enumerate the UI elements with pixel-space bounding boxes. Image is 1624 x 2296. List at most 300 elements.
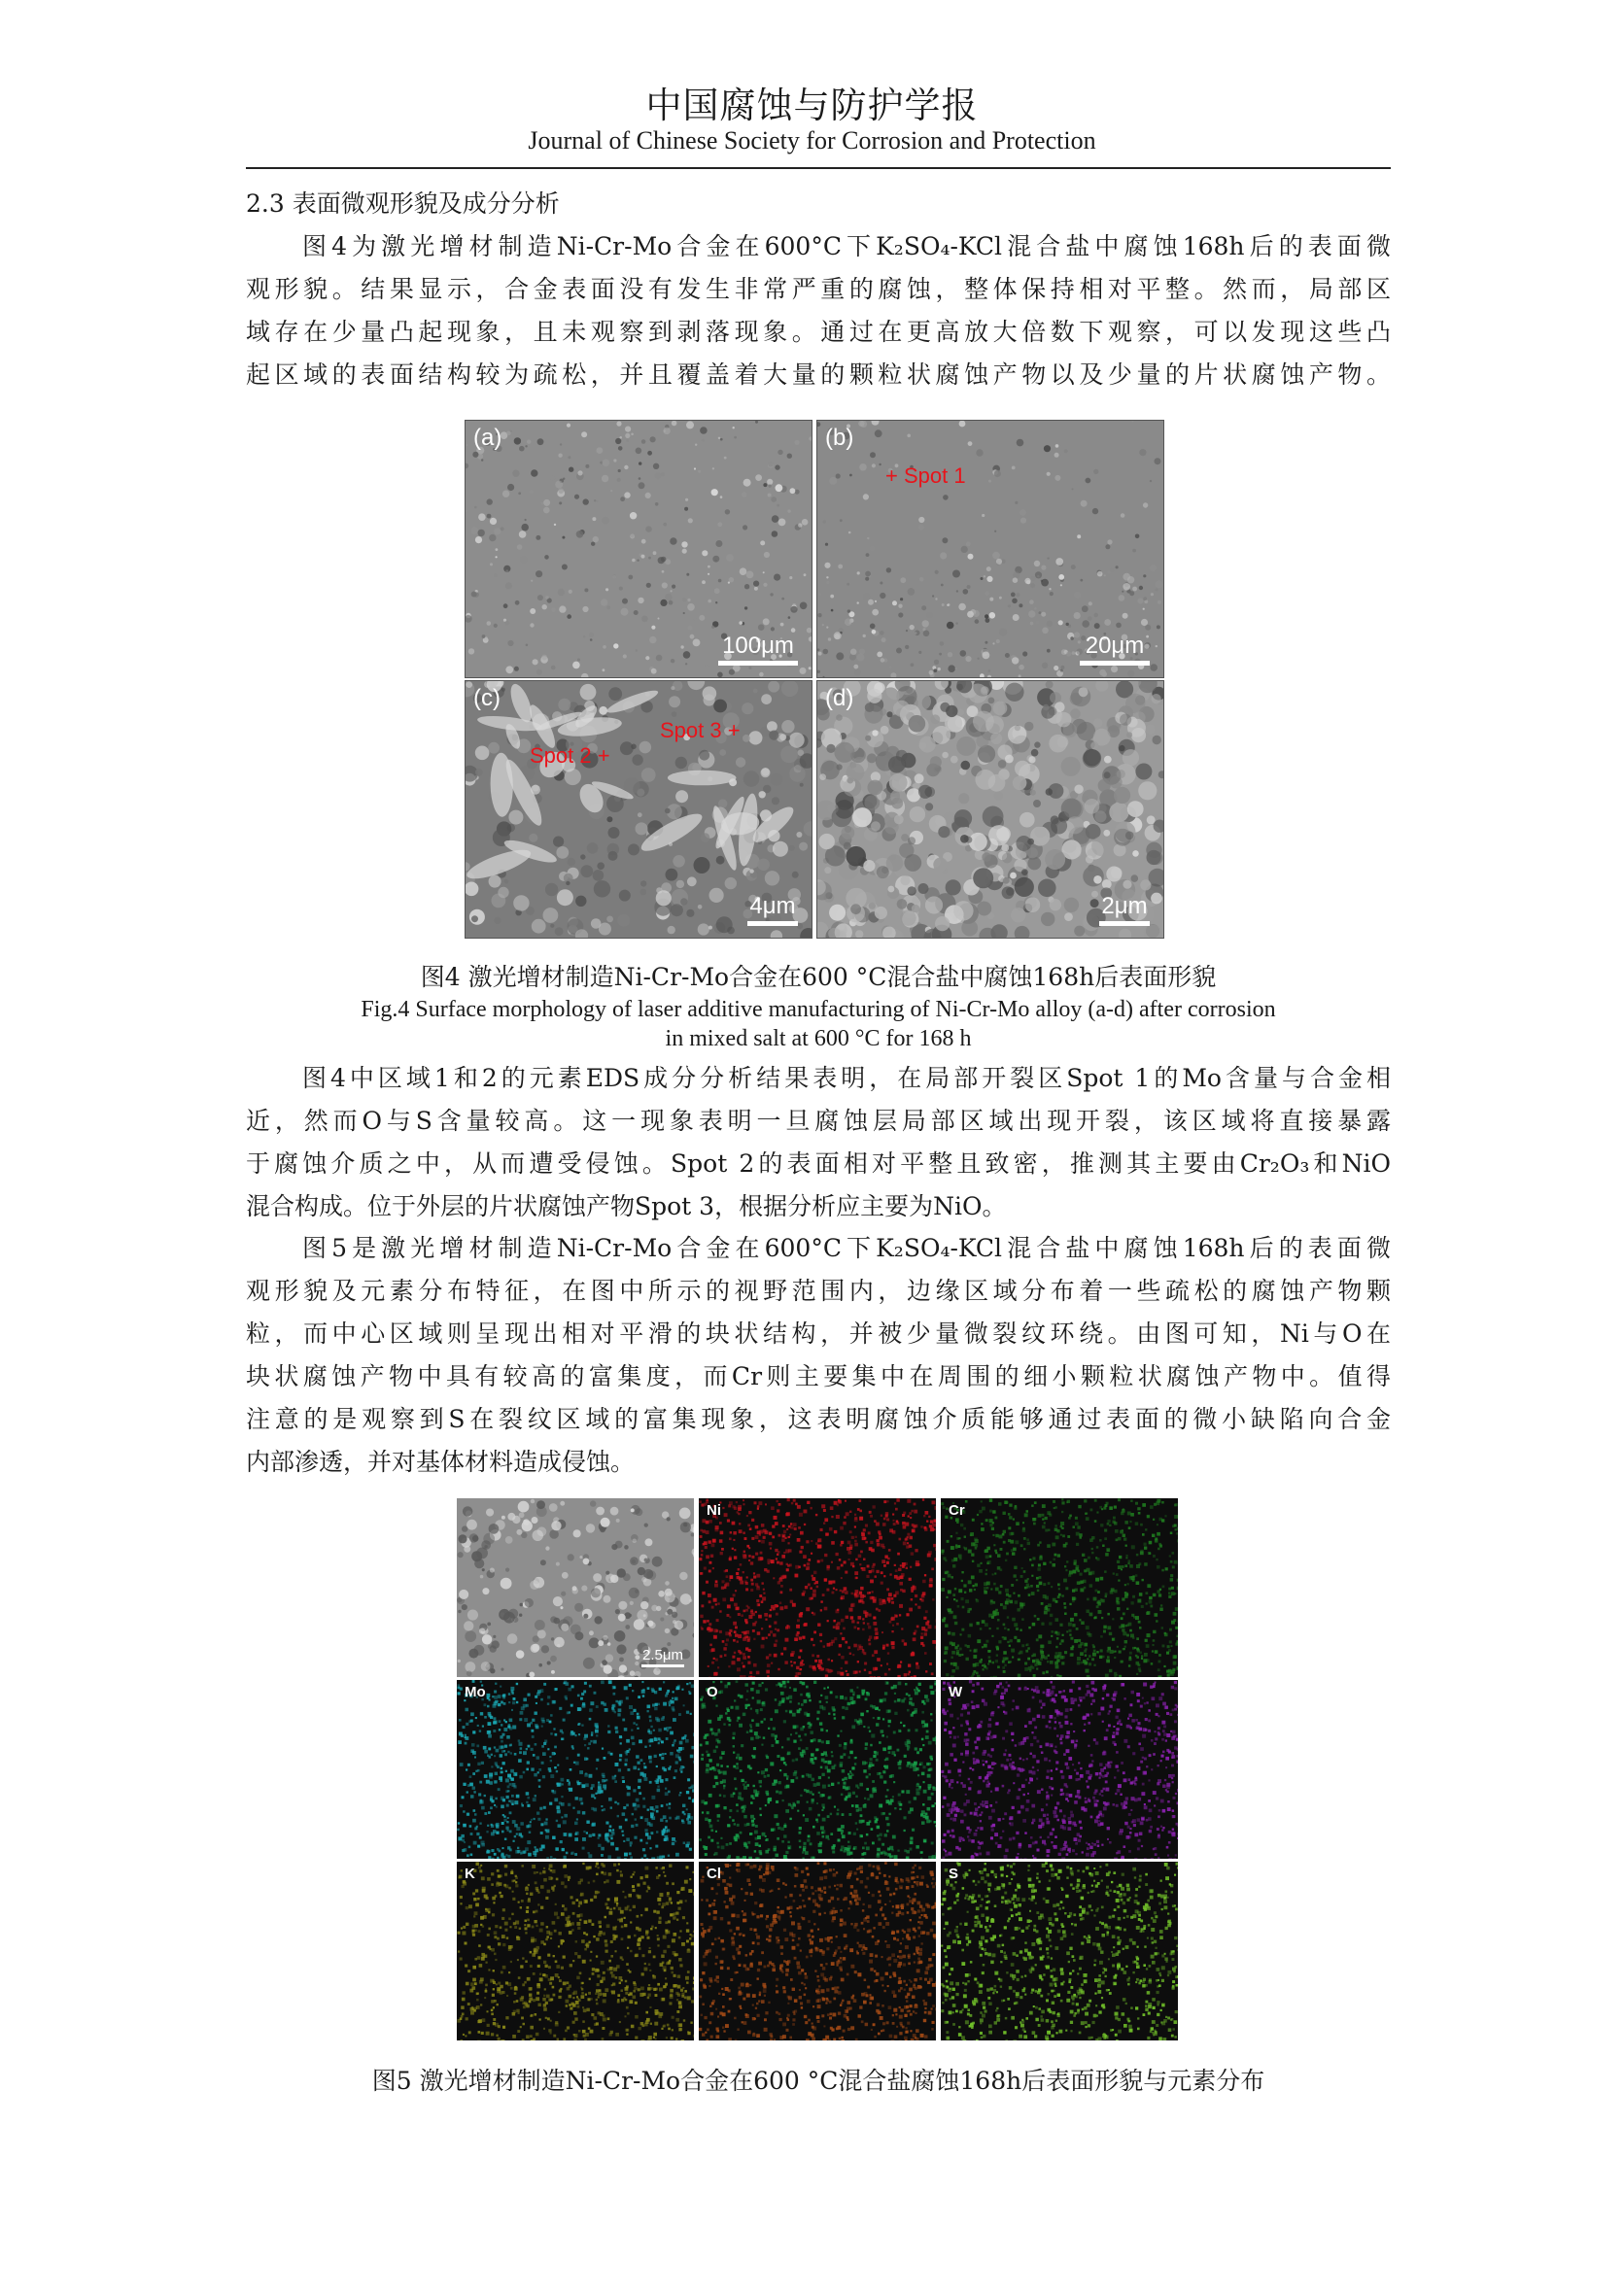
sem-grain	[708, 573, 709, 575]
sem-grain	[554, 524, 556, 526]
map-pixel	[1064, 1606, 1067, 1609]
map-pixel	[834, 1501, 838, 1505]
sem-grain	[1064, 912, 1073, 921]
sem-grain	[1017, 439, 1024, 447]
map-pixel	[549, 1721, 552, 1724]
sem-grain	[999, 597, 1002, 600]
map-pixel	[612, 1829, 614, 1831]
map-pixel	[928, 1516, 930, 1518]
map-pixel	[1023, 1537, 1026, 1540]
map-pixel	[1055, 1652, 1058, 1655]
sem-grain	[847, 763, 865, 781]
map-pixel	[810, 1507, 812, 1510]
map-pixel	[1158, 1668, 1160, 1671]
map-pixel	[649, 1745, 651, 1747]
sem-grain	[1110, 567, 1115, 572]
sem-grain	[771, 773, 783, 786]
sem-grain	[728, 582, 730, 584]
map-pixel	[521, 1835, 524, 1838]
sem-grain	[471, 915, 478, 922]
map-pixel	[820, 1695, 822, 1696]
sem-grain	[641, 555, 645, 559]
sem-grain	[1019, 509, 1026, 516]
map-pixel	[708, 1570, 711, 1573]
map-pixel	[563, 1820, 567, 1824]
sem-grain	[501, 688, 505, 692]
sem-grain	[777, 450, 782, 455]
map-pixel	[570, 1703, 573, 1706]
map-pixel	[560, 1840, 563, 1843]
map-pixel	[795, 1638, 798, 1641]
map-pixel	[797, 1619, 800, 1622]
sem-grain	[687, 599, 690, 601]
map-pixel	[965, 1644, 967, 1646]
map-pixel	[566, 1757, 569, 1760]
map-pixel	[457, 1687, 460, 1690]
map-pixel	[926, 1820, 930, 1824]
sem-grain	[639, 482, 645, 489]
map-pixel	[832, 1851, 835, 1854]
map-pixel	[743, 1554, 746, 1558]
map-pixel	[812, 1593, 816, 1597]
map-pixel	[574, 1837, 578, 1841]
map-pixel	[643, 1854, 646, 1857]
map-pixel	[619, 1700, 623, 1704]
map-pixel	[914, 1689, 916, 1691]
sem-grain	[865, 571, 871, 577]
map-pixel	[831, 1640, 835, 1644]
map-pixel	[812, 1857, 815, 1859]
sem-grain	[512, 470, 519, 477]
sem-grain	[768, 462, 773, 466]
map-pixel	[481, 1762, 484, 1765]
map-pixel	[827, 1620, 829, 1622]
sem-grain	[473, 592, 479, 598]
map-pixel	[591, 1784, 595, 1788]
map-pixel	[796, 1666, 799, 1669]
map-pixel	[647, 1687, 650, 1690]
sem-grain	[470, 527, 478, 534]
sem-grain	[836, 652, 844, 660]
map-pixel	[526, 1825, 529, 1828]
map-pixel	[1087, 1632, 1090, 1636]
map-pixel	[924, 1652, 927, 1655]
map-pixel	[981, 1500, 983, 1502]
map-pixel	[591, 1824, 594, 1827]
sem-grain	[490, 563, 493, 565]
sem-grain	[818, 652, 822, 656]
map-pixel	[667, 1730, 669, 1731]
map-pixel	[688, 1797, 691, 1799]
map-pixel	[550, 1714, 553, 1717]
map-pixel	[891, 1641, 895, 1645]
map-pixel	[827, 1565, 830, 1568]
map-pixel	[950, 1675, 954, 1677]
map-pixel	[968, 1634, 972, 1638]
map-pixel	[801, 1546, 804, 1549]
map-pixel	[820, 1766, 823, 1769]
map-pixel	[720, 1837, 722, 1839]
map-pixel	[972, 1672, 975, 1675]
map-pixel	[1146, 1644, 1150, 1648]
map-pixel	[1135, 1616, 1139, 1620]
map-pixel	[1160, 1604, 1162, 1606]
map-pixel	[1055, 1665, 1059, 1669]
map-pixel	[779, 1701, 782, 1704]
map-pixel	[683, 1704, 685, 1706]
map-pixel	[866, 1575, 869, 1578]
map-pixel	[458, 1660, 461, 1662]
map-pixel	[740, 1563, 743, 1566]
map-pixel	[638, 1567, 645, 1575]
map-pixel	[761, 1540, 765, 1544]
sem-grain	[1151, 893, 1162, 905]
sem-grain	[942, 537, 948, 543]
map-pixel	[1052, 1543, 1055, 1547]
map-pixel	[507, 1633, 518, 1644]
map-pixel	[680, 1522, 691, 1532]
map-pixel	[722, 1580, 725, 1583]
sem-grain	[966, 542, 971, 547]
map-pixel	[825, 1835, 829, 1839]
sem-grain	[794, 440, 799, 445]
map-pixel	[907, 1850, 910, 1853]
map-pixel	[844, 1746, 847, 1750]
map-pixel	[936, 1548, 937, 1551]
sem-grain	[838, 565, 843, 569]
map-pixel	[500, 1779, 502, 1782]
map-pixel	[791, 1664, 793, 1666]
map-pixel	[916, 1603, 917, 1605]
map-pixel	[1129, 1652, 1132, 1655]
sem-grain	[986, 566, 991, 571]
map-pixel	[629, 1705, 633, 1709]
map-pixel	[1021, 1618, 1024, 1621]
map-pixel	[660, 1618, 664, 1622]
map-pixel	[877, 1543, 881, 1547]
sem-grain	[1015, 877, 1034, 897]
map-pixel	[1081, 1622, 1085, 1626]
sem-grain	[625, 427, 631, 432]
map-pixel	[1031, 1592, 1035, 1595]
sem-grain	[510, 430, 512, 432]
map-pixel	[1003, 1530, 1006, 1533]
map-pixel	[934, 1558, 936, 1561]
map-pixel	[894, 1564, 896, 1566]
map-pixel	[569, 1833, 572, 1837]
map-pixel	[836, 1589, 838, 1591]
map-pixel	[602, 1748, 604, 1750]
map-pixel	[788, 1549, 791, 1552]
map-pixel	[1018, 1674, 1021, 1677]
map-pixel	[1101, 1508, 1103, 1510]
map-pixel	[622, 1780, 625, 1783]
map-pixel	[477, 1763, 480, 1765]
map-pixel	[982, 1507, 985, 1511]
sem-grain	[764, 552, 770, 558]
map-pixel	[593, 1573, 602, 1582]
map-pixel	[1100, 1524, 1103, 1526]
sem-grain	[870, 624, 876, 630]
map-pixel	[1019, 1651, 1023, 1655]
map-pixel	[478, 1793, 481, 1796]
map-pixel	[808, 1695, 811, 1697]
map-pixel	[888, 1549, 891, 1552]
map-pixel	[1055, 1535, 1059, 1539]
map-pixel	[885, 1512, 888, 1515]
map-pixel	[1142, 1579, 1144, 1581]
sem-grain	[1122, 591, 1123, 593]
map-pixel	[577, 1782, 580, 1785]
map-pixel	[687, 1841, 691, 1845]
sem-grain	[1116, 623, 1122, 629]
map-pixel	[911, 1552, 914, 1555]
map-pixel	[886, 1589, 889, 1592]
map-pixel	[755, 1525, 759, 1529]
sem-grain	[602, 475, 608, 482]
map-pixel	[927, 1774, 931, 1778]
spot-2-label: Spot 2 +	[530, 743, 610, 768]
map-pixel	[657, 1719, 661, 1723]
sem-grain	[973, 711, 994, 733]
map-pixel	[924, 1574, 926, 1576]
map-pixel	[771, 1662, 773, 1664]
map-pixel	[1051, 1630, 1054, 1633]
sem-grain	[618, 469, 621, 472]
map-pixel	[1128, 1559, 1131, 1562]
map-pixel	[985, 1623, 988, 1627]
map-pixel	[1091, 1552, 1093, 1554]
map-pixel	[465, 1630, 476, 1642]
map-pixel	[579, 1798, 583, 1801]
map-pixel	[1024, 1513, 1028, 1517]
map-pixel	[750, 1579, 753, 1582]
map-pixel	[469, 1825, 472, 1828]
map-pixel	[725, 1583, 729, 1587]
map-pixel	[897, 1553, 900, 1556]
map-pixel	[487, 1694, 491, 1697]
map-pixel	[595, 1616, 603, 1624]
map-pixel	[993, 1544, 995, 1546]
map-pixel	[466, 1520, 477, 1530]
map-pixel	[981, 1527, 985, 1531]
sem-grain	[1024, 722, 1033, 731]
map-pixel	[533, 1798, 536, 1801]
map-pixel	[989, 1510, 992, 1513]
sem-grain	[1126, 732, 1132, 737]
journal-title-cn: 中国腐蚀与防护学报	[645, 85, 979, 126]
sem-grain	[994, 792, 1003, 801]
map-pixel	[1138, 1512, 1141, 1515]
map-pixel	[1093, 1650, 1096, 1653]
sem-grain	[1102, 879, 1112, 889]
map-pixel	[1128, 1658, 1131, 1661]
map-pixel	[541, 1645, 549, 1653]
sem-grain	[826, 581, 829, 584]
map-pixel	[767, 1570, 770, 1573]
map-pixel	[649, 1781, 652, 1784]
sem-grain	[525, 519, 527, 521]
map-pixel	[470, 1833, 473, 1835]
sem-grain	[909, 715, 926, 733]
map-pixel	[791, 1807, 794, 1810]
map-pixel	[1003, 1541, 1006, 1544]
sem-grain	[865, 577, 869, 581]
map-pixel	[992, 1601, 995, 1604]
map-pixel	[843, 1522, 846, 1525]
map-pixel	[601, 1681, 605, 1685]
map-pixel	[598, 1833, 601, 1836]
sem-grain	[992, 642, 994, 644]
sem-grain	[967, 585, 971, 589]
sem-grain	[1070, 636, 1074, 640]
map-pixel	[1048, 1529, 1050, 1531]
sem-grain	[656, 655, 663, 662]
map-pixel	[808, 1726, 811, 1729]
map-pixel	[603, 1785, 606, 1789]
map-pixel	[1170, 1578, 1174, 1582]
map-pixel	[975, 1583, 978, 1586]
sem-grain	[1150, 565, 1157, 571]
map-pixel	[745, 1582, 748, 1585]
map-pixel	[1063, 1579, 1067, 1583]
map-pixel	[509, 1719, 513, 1723]
sem-grain	[698, 470, 701, 473]
sem-grain	[487, 514, 492, 519]
sem-grain	[519, 446, 525, 452]
map-pixel	[708, 1540, 711, 1543]
map-pixel	[1109, 1525, 1111, 1526]
map-pixel	[841, 1541, 844, 1544]
sem-grain	[1042, 663, 1048, 668]
map-pixel	[790, 1733, 792, 1735]
map-pixel	[736, 1572, 739, 1575]
map-pixel	[768, 1848, 771, 1851]
map-pixel	[1136, 1662, 1140, 1665]
sem-grain	[994, 470, 1001, 477]
map-pixel	[847, 1773, 849, 1775]
sem-grain	[990, 733, 1002, 744]
sem-grain	[896, 648, 902, 654]
map-pixel	[1175, 1528, 1177, 1530]
sem-grain	[763, 618, 770, 625]
map-pixel	[553, 1618, 560, 1625]
map-pixel	[487, 1731, 491, 1734]
map-pixel	[1055, 1631, 1058, 1634]
map-pixel	[1038, 1634, 1042, 1638]
map-pixel	[746, 1515, 748, 1517]
map-pixel	[479, 1823, 481, 1825]
map-pixel	[923, 1765, 926, 1768]
map-pixel	[1002, 1666, 1005, 1669]
map-pixel	[1048, 1655, 1050, 1657]
map-pixel	[750, 1737, 754, 1741]
map-pixel	[607, 1731, 610, 1733]
sem-grain	[608, 827, 620, 839]
map-pixel	[886, 1710, 890, 1714]
sem-panel-a	[465, 420, 812, 678]
map-pixel	[841, 1577, 843, 1579]
sem-grain	[616, 422, 621, 427]
map-pixel	[1057, 1595, 1060, 1598]
map-pixel	[596, 1705, 599, 1708]
sem-grain	[1127, 670, 1134, 677]
map-pixel	[883, 1564, 886, 1567]
map-pixel	[850, 1616, 853, 1619]
map-pixel	[490, 1806, 493, 1809]
map-pixel	[771, 1559, 775, 1563]
map-pixel	[1099, 1539, 1102, 1542]
map-pixel	[669, 1704, 671, 1706]
map-pixel	[743, 1653, 745, 1656]
map-pixel	[804, 1789, 807, 1792]
sem-grain	[1123, 573, 1130, 581]
map-pixel	[660, 1779, 664, 1783]
sem-grain	[619, 436, 622, 439]
sem-grain	[1047, 621, 1053, 627]
map-pixel	[1140, 1652, 1142, 1654]
map-pixel	[990, 1599, 993, 1602]
map-pixel	[1065, 1542, 1068, 1545]
map-pixel	[540, 1698, 543, 1701]
map-pixel	[1118, 1580, 1120, 1582]
map-pixel	[898, 1794, 901, 1797]
map-pixel	[1048, 1603, 1052, 1607]
sem-grain	[1098, 779, 1111, 792]
map-pixel	[926, 1731, 929, 1733]
figure-4-caption-en-line-2: in mixed salt at 600 °C for 168 h	[665, 1026, 972, 1051]
map-pixel	[865, 1697, 868, 1700]
map-pixel	[904, 1697, 907, 1700]
map-pixel	[513, 1697, 516, 1700]
map-pixel	[692, 1799, 694, 1803]
sem-grain	[759, 791, 766, 798]
sem-grain	[1017, 593, 1020, 597]
map-pixel	[959, 1648, 962, 1651]
map-pixel	[924, 1695, 928, 1698]
map-pixel	[700, 1615, 703, 1618]
map-pixel	[820, 1609, 822, 1611]
map-pixel	[1049, 1514, 1052, 1517]
map-pixel	[470, 1749, 474, 1753]
map-pixel	[1059, 1643, 1062, 1646]
map-pixel	[1131, 1601, 1134, 1604]
sem-grain	[676, 880, 684, 888]
map-pixel	[750, 1676, 752, 1677]
sem-grain	[540, 502, 543, 505]
map-pixel	[876, 1632, 879, 1635]
map-pixel	[1129, 1521, 1131, 1523]
map-pixel	[615, 1541, 623, 1549]
map-pixel	[516, 1650, 525, 1659]
sem-grain	[668, 926, 675, 934]
map-pixel	[754, 1850, 756, 1852]
map-pixel	[1077, 1525, 1080, 1528]
map-pixel	[734, 1556, 737, 1559]
map-pixel	[1105, 1504, 1108, 1507]
map-pixel	[727, 1520, 730, 1523]
sem-grain	[1077, 534, 1081, 538]
sem-grain	[1011, 908, 1025, 922]
map-pixel	[956, 1650, 959, 1653]
map-pixel	[1057, 1584, 1060, 1587]
map-pixel	[902, 1590, 905, 1593]
sem-grain	[494, 624, 498, 628]
map-pixel	[500, 1735, 502, 1738]
map-pixel	[1129, 1577, 1133, 1581]
map-pixel	[536, 1702, 537, 1704]
sem-grain	[744, 606, 747, 609]
